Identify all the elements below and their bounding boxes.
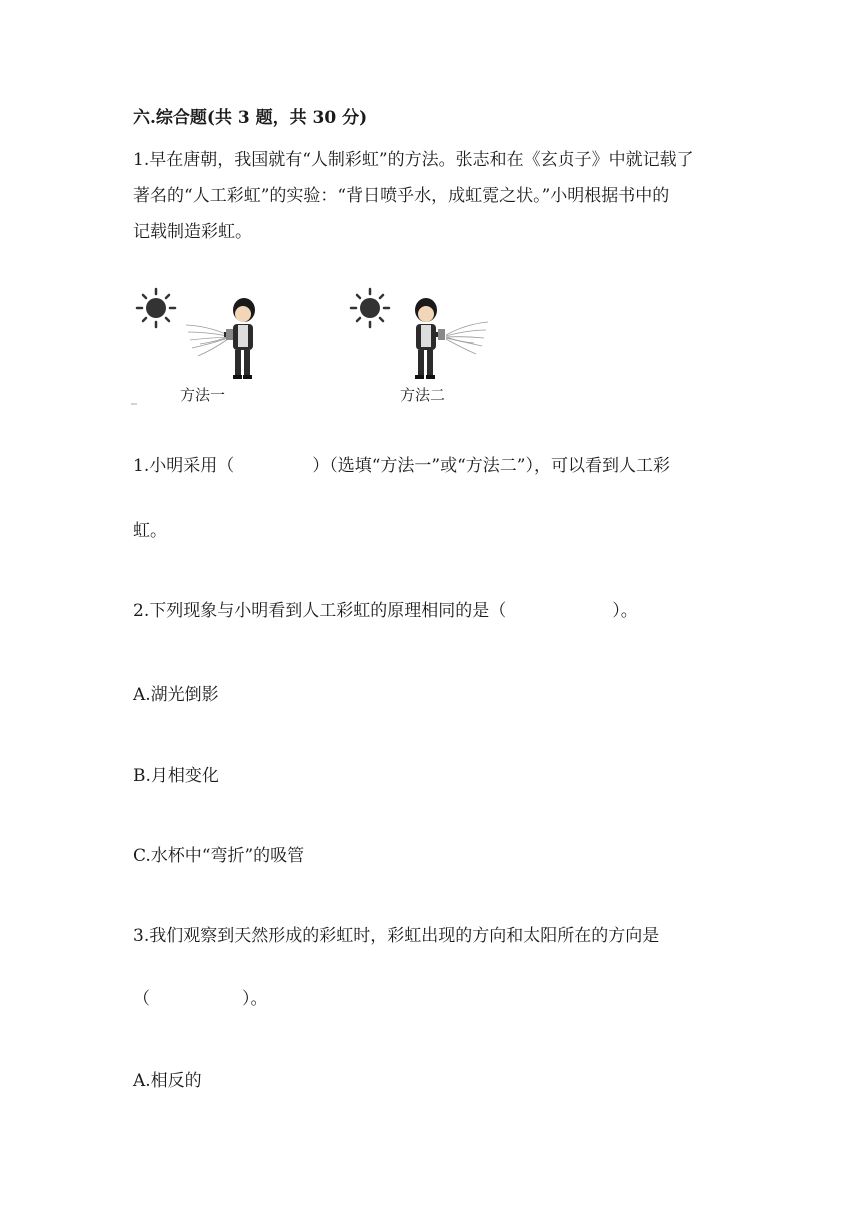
- rainbow-experiment-figure: [128, 280, 508, 410]
- caption-method-1: 方法一: [180, 386, 226, 404]
- q2-stem: [133, 596, 638, 621]
- q1-line-1: [133, 451, 670, 476]
- question-intro: [133, 142, 733, 250]
- intro-line-3: 记载制造彩虹。: [133, 222, 252, 242]
- water-spray-1: [186, 325, 228, 356]
- water-spray-2: [446, 322, 488, 354]
- section-title: 六.综合题(共 3 题，共 30 分): [133, 108, 368, 128]
- boy-figure-1: [224, 298, 255, 379]
- intro-line-1: 1.早在唐朝，我国就有“人制彩虹”的方法。张志和在《玄贞子》中就记载了: [133, 150, 694, 170]
- q2-option-a: A.湖光倒影: [133, 685, 219, 705]
- q2-suffix: ）。: [612, 601, 638, 621]
- sun-icon-2: [351, 289, 389, 327]
- boy-figure-2: [415, 298, 445, 379]
- sun-icon-1: [137, 289, 175, 327]
- q1-prefix: 1.小明采用（: [133, 456, 235, 476]
- caption-method-2: 方法二: [400, 386, 446, 404]
- q1-suffix: ）（选填“方法一”或“方法二”），可以看到人工彩: [312, 456, 670, 476]
- q3-stem-line-2: [133, 984, 268, 1009]
- intro-line-2: 著名的“人工彩虹”的实验：“背日喷乎水，成虹霓之状。”小明根据书中的: [133, 186, 670, 206]
- q3-stem-line-1: 3.我们观察到天然形成的彩虹时，彩虹出现的方向和太阳所在的方向是: [133, 926, 660, 946]
- q3-option-a: A.相反的: [133, 1071, 202, 1091]
- q1-line-2: 虹。: [133, 521, 167, 541]
- q3-prefix: （: [133, 989, 150, 1009]
- q2-option-b: B.月相变化: [133, 766, 219, 786]
- q2-prefix: 2.下列现象与小明看到人工彩虹的原理相同的是（: [133, 601, 507, 621]
- q2-option-c: C.水杯中“弯折”的吸管: [133, 846, 305, 866]
- q3-suffix: ）。: [242, 989, 268, 1009]
